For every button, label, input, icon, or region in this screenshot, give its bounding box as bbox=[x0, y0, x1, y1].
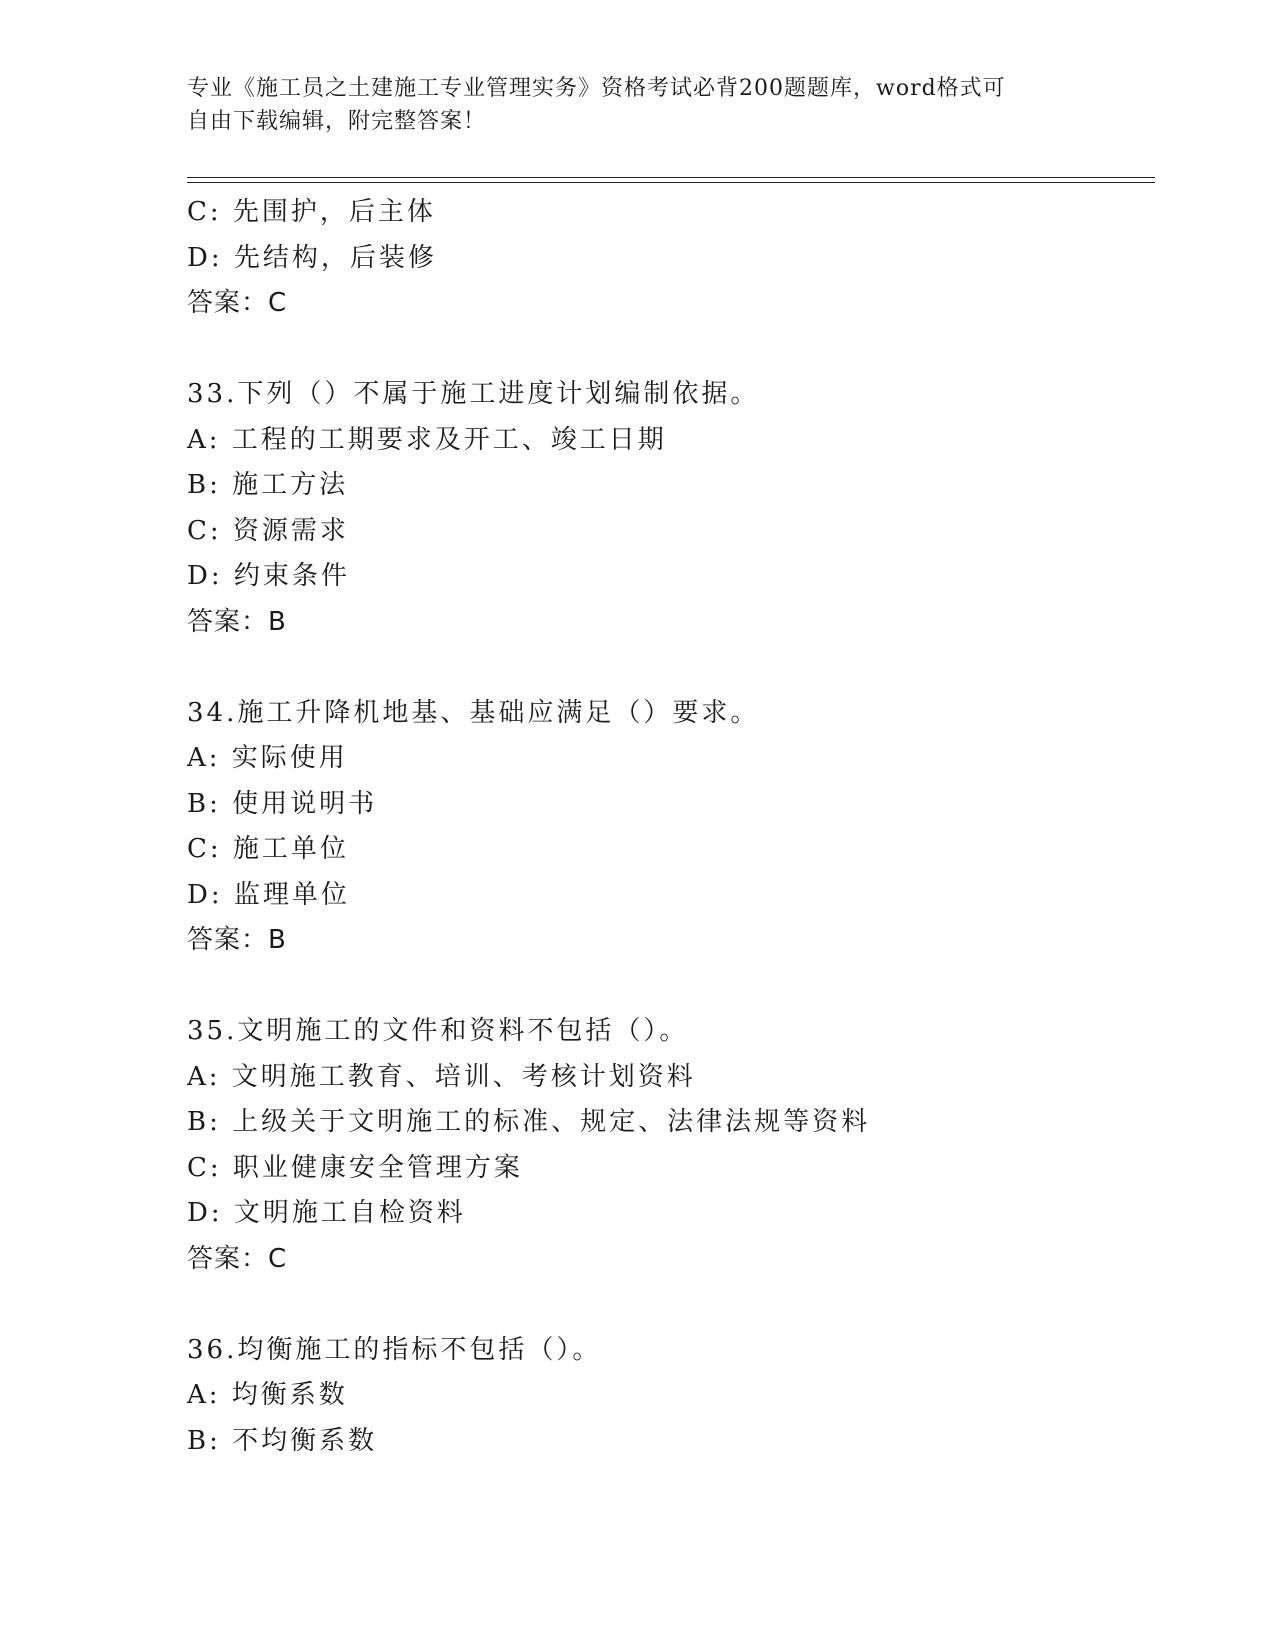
answer: 答案：B bbox=[187, 606, 287, 637]
header-divider-bottom bbox=[187, 182, 1155, 183]
option-b: B: 不均衡系数 bbox=[187, 1425, 378, 1456]
option-c: C: 资源需求 bbox=[187, 515, 349, 546]
option-c: C: 先围护，后主体 bbox=[187, 197, 436, 227]
question-32-tail bbox=[187, 190, 1155, 327]
question-list bbox=[187, 190, 1155, 1464]
answer: 答案：B bbox=[187, 925, 287, 955]
option-a: A: 均衡系数 bbox=[187, 1380, 348, 1410]
header-title-line-2: 自由下载编辑，附完整答案！ bbox=[187, 109, 487, 134]
question-stem: 36.均衡施工的指标不包括（）。 bbox=[187, 1334, 602, 1365]
option-d: D: 约束条件 bbox=[187, 561, 350, 591]
spacer bbox=[187, 645, 1155, 691]
option-c: C: 施工单位 bbox=[187, 834, 349, 864]
header-title-line-1: 专业《施工员之土建施工专业管理实务》资格考试必背200题题库，word格式可 bbox=[187, 76, 1006, 101]
option-d: D: 先结构，后装修 bbox=[187, 242, 437, 273]
question-36 bbox=[187, 1328, 1155, 1465]
answer: 答案：C bbox=[187, 288, 288, 318]
question-34 bbox=[187, 691, 1155, 964]
option-b: B: 上级关于文明施工的标准、规定、法律法规等资料 bbox=[187, 1107, 871, 1137]
option-b: B: 使用说明书 bbox=[187, 788, 378, 819]
option-a: A: 工程的工期要求及开工、竣工日期 bbox=[187, 424, 667, 455]
option-a: A: 实际使用 bbox=[187, 743, 348, 773]
header-divider-top bbox=[187, 177, 1155, 178]
question-stem: 35.文明施工的文件和资料不包括（）。 bbox=[187, 1016, 689, 1046]
question-stem: 34.施工升降机地基、基础应满足（）要求。 bbox=[187, 697, 760, 728]
option-d: D: 文明施工自检资料 bbox=[187, 1198, 466, 1228]
spacer bbox=[187, 964, 1155, 1010]
question-33 bbox=[187, 372, 1155, 645]
option-d: D: 监理单位 bbox=[187, 879, 350, 910]
document-header bbox=[187, 72, 1087, 138]
spacer bbox=[187, 327, 1155, 373]
option-c: C: 职业健康安全管理方案 bbox=[187, 1152, 523, 1183]
answer: 答案：C bbox=[187, 1243, 288, 1274]
option-b: B: 施工方法 bbox=[187, 470, 349, 500]
question-35 bbox=[187, 1009, 1155, 1282]
question-stem: 33.下列（）不属于施工进度计划编制依据。 bbox=[187, 379, 760, 409]
spacer bbox=[187, 1282, 1155, 1328]
option-a: A: 文明施工教育、培训、考核计划资料 bbox=[187, 1061, 696, 1092]
